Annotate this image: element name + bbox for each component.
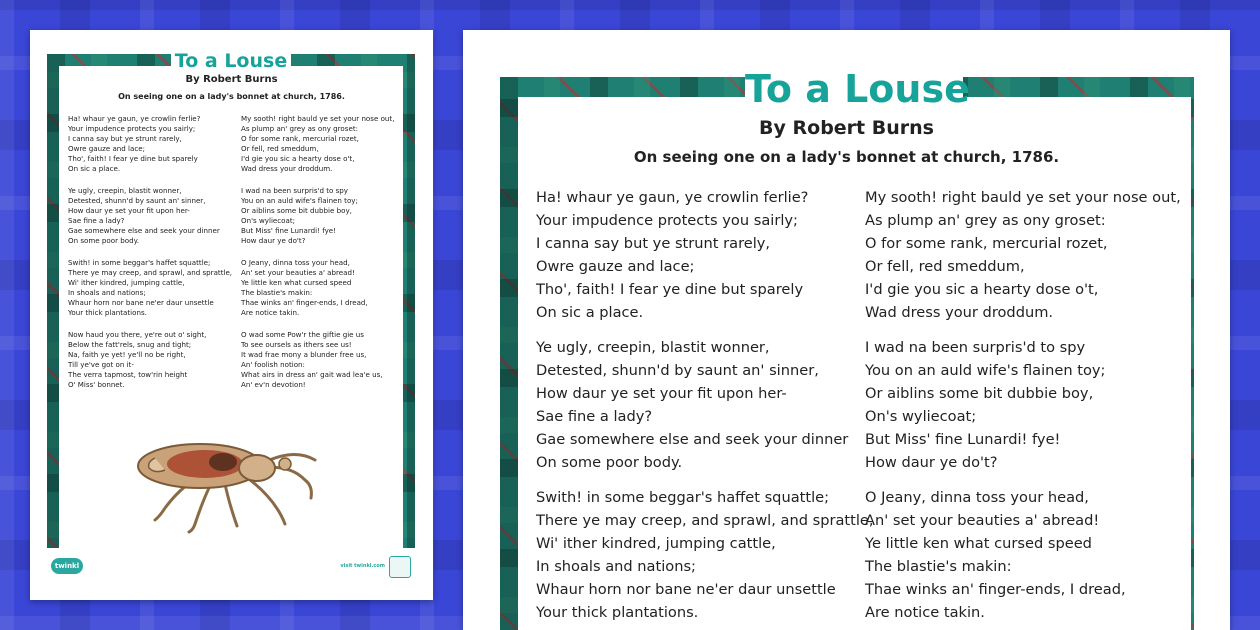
stanza: [68, 114, 232, 174]
poem-line: On's wyliecoat;: [241, 216, 296, 225]
poem-line: Ye little ken what cursed speed: [865, 535, 1092, 552]
poem-line: As plump an' grey as ony groset:: [241, 124, 358, 133]
poem-line: On some poor body.: [536, 454, 683, 471]
poem-line: O Jeany, dinna toss your head,: [865, 489, 1089, 506]
poem-line: What airs in dress an' gait wad lea'e us,: [241, 370, 383, 379]
poem-line: In shoals and nations;: [536, 558, 696, 575]
poem-line: Till ye've got on it-: [68, 360, 134, 369]
poem-line: How daur ye set your fit upon her-: [68, 206, 190, 215]
poem-line: But Miss' fine Lunardi! fye!: [241, 226, 336, 235]
poem-line: On sic a place.: [68, 164, 121, 173]
poem-line: You on an auld wife's flainen toy;: [241, 196, 358, 205]
stanza: [241, 114, 394, 174]
poem-line: As plump an' grey as ony groset:: [865, 212, 1106, 229]
poem-line: Are notice takin.: [865, 604, 985, 621]
poem-line: The verra tapmost, tow'rin height: [68, 370, 188, 379]
poem-line: O Jeany, dinna toss your head,: [241, 258, 350, 267]
poem-line: Tho', faith! I fear ye dine but sparely: [68, 154, 198, 163]
quality-badge-icon: [389, 556, 411, 578]
poem-line: Owre gauze and lace;: [536, 258, 695, 275]
poem-line: Na, faith ye yet! ye'll no be right,: [68, 350, 186, 359]
poem-line: On sic a place.: [536, 304, 644, 321]
poem-line: An' ev'n devotion!: [241, 380, 306, 389]
preview-page-thumbnail[interactable]: [30, 30, 433, 600]
poem-line: I wad na been surpris'd to spy: [241, 186, 349, 195]
stanza: [68, 258, 232, 318]
poem-line: Wad dress your droddum.: [241, 164, 333, 173]
poem-line: Gae somewhere else and seek your dinner: [68, 226, 220, 235]
poem-line: My sooth! right bauld ye set your nose out,: [865, 189, 1181, 206]
poem-line: Ye little ken what cursed speed: [241, 278, 352, 287]
poem-line: Swith! in some beggar's haffet squattle;: [68, 258, 211, 267]
poem-line: Or aiblins some bit dubbie boy,: [865, 385, 1094, 402]
poem-line: Wad dress your droddum.: [865, 304, 1054, 321]
poem-line: I wad na been surpris'd to spy: [865, 339, 1086, 356]
poem-line: Whaur horn nor bane ne'er daur unsettle: [536, 581, 836, 598]
poem-line: There ye may creep, and sprawl, and sprattle,: [68, 268, 233, 277]
poem-line: Or fell, red smeddum,: [241, 144, 319, 153]
poem-subtitle: On seeing one on a lady's bonnet at church, 1786.: [633, 148, 1060, 166]
poem-line: O wad some Pow'r the giftie gie us: [241, 330, 364, 339]
poem-line: Your impudence protects you sairly;: [536, 212, 798, 229]
poem-author: By Robert Burns: [185, 74, 278, 85]
poem-line: Or aiblins some bit dubbie boy,: [241, 206, 352, 215]
stanza: [68, 186, 232, 246]
poem-line: Owre gauze and lace;: [68, 144, 146, 153]
poem-line: On's wyliecoat;: [865, 408, 977, 425]
poem-line: You on an auld wife's flainen toy;: [865, 362, 1106, 379]
poem-line: It wad frae mony a blunder free us,: [241, 350, 367, 359]
poem-line: In shoals and nations;: [68, 288, 146, 297]
page-footer: [47, 548, 415, 582]
poem-line: Or fell, red smeddum,: [865, 258, 1025, 275]
poem-line: Ha! whaur ye gaun, ye crowlin ferlie?: [536, 189, 809, 206]
stanza: [865, 186, 1181, 324]
twinkl-logo: twinkl: [51, 558, 83, 574]
poem-line: Gae somewhere else and seek your dinner: [536, 431, 849, 448]
stanza: [536, 336, 874, 474]
poem-line: Detested, shunn'd by saunt an' sinner,: [536, 362, 819, 379]
poem-subtitle: On seeing one on a lady's bonnet at church, 1786.: [118, 92, 345, 101]
poem-line: Wi' ither kindred, jumping cattle,: [68, 278, 185, 287]
stanza: [241, 330, 394, 390]
poem-author: By Robert Burns: [759, 117, 934, 139]
poem-line: Ha! whaur ye gaun, ye crowlin ferlie?: [68, 114, 201, 123]
stanza: [865, 486, 1181, 624]
poem-line: I'd gie you sic a hearty dose o't,: [865, 281, 1099, 298]
poem-line: There ye may creep, and sprawl, and sprattle,: [536, 512, 874, 529]
poem-line: An' set your beauties a' abread!: [241, 268, 355, 277]
poem-line: How daur ye do't?: [241, 236, 306, 245]
poem-line: Ye ugly, creepin, blastit wonner,: [68, 186, 182, 195]
poem-line: To see oursels as ithers see us!: [241, 340, 352, 349]
poem-line: Now haud you there, ye're out o' sight,: [68, 330, 207, 339]
poem-line: An' set your beauties a' abread!: [865, 512, 1100, 529]
poem-line: Sae fine a lady?: [68, 216, 125, 225]
visit-link[interactable]: visit twinkl.com: [340, 563, 385, 569]
poem-line: O' Miss' bonnet.: [68, 380, 125, 389]
poem-line: The blastie's makin:: [865, 558, 1012, 575]
poem-line: Detested, shunn'd by saunt an' sinner,: [68, 196, 206, 205]
poem-line: O for some rank, mercurial rozet,: [865, 235, 1108, 252]
poem-line: I canna say but ye strunt rarely,: [536, 235, 771, 252]
louse-illustration: [125, 428, 325, 536]
poem-line: O for some rank, mercurial rozet,: [241, 134, 359, 143]
poem-column-right: [241, 114, 394, 402]
poem-title: To a Louse: [745, 64, 963, 114]
poem-line: Whaur horn nor bane ne'er daur unsettle: [68, 298, 214, 307]
poem-title: To a Louse: [171, 48, 291, 74]
poem-line: On some poor body.: [68, 236, 140, 245]
poem-line: I'd gie you sic a hearty dose o't,: [241, 154, 355, 163]
poem-line: Tho', faith! I fear ye dine but sparely: [536, 281, 804, 298]
poem-line: Thae winks an' finger-ends, I dread,: [241, 298, 368, 307]
stanza: [536, 486, 874, 624]
poem-line: My sooth! right bauld ye set your nose out,: [241, 114, 395, 123]
preview-page-zoomed: [463, 30, 1230, 630]
poem-line: Wi' ither kindred, jumping cattle,: [536, 535, 776, 552]
poem-line: Ye ugly, creepin, blastit wonner,: [536, 339, 770, 356]
poem-line: Your thick plantations.: [536, 604, 699, 621]
poem-line: The blastie's makin:: [241, 288, 313, 297]
poem-line: An' foolish notion:: [241, 360, 305, 369]
poem-line: Below the fatt'rels, snug and tight;: [68, 340, 192, 349]
poem-line: Thae winks an' finger-ends, I dread,: [865, 581, 1126, 598]
poem-line: Swith! in some beggar's haffet squattle;: [536, 489, 830, 506]
stanza: [865, 336, 1181, 474]
poem-line: Your thick plantations.: [68, 308, 147, 317]
stanza: [241, 186, 394, 246]
poem-line: Are notice takin.: [241, 308, 300, 317]
poem-line: Your impudence protects you sairly;: [68, 124, 196, 133]
stanza: [68, 330, 232, 390]
poem-line: Sae fine a lady?: [536, 408, 653, 425]
poem-column-left: [68, 114, 232, 402]
poem-column-left: [536, 186, 874, 630]
poem-line: I canna say but ye strunt rarely,: [68, 134, 182, 143]
poem-line: But Miss' fine Lunardi! fye!: [865, 431, 1061, 448]
stanza: [536, 186, 874, 324]
stanza: [241, 258, 394, 318]
poem-line: How daur ye do't?: [865, 454, 998, 471]
poem-line: How daur ye set your fit upon her-: [536, 385, 787, 402]
poem-column-right: [865, 186, 1181, 630]
